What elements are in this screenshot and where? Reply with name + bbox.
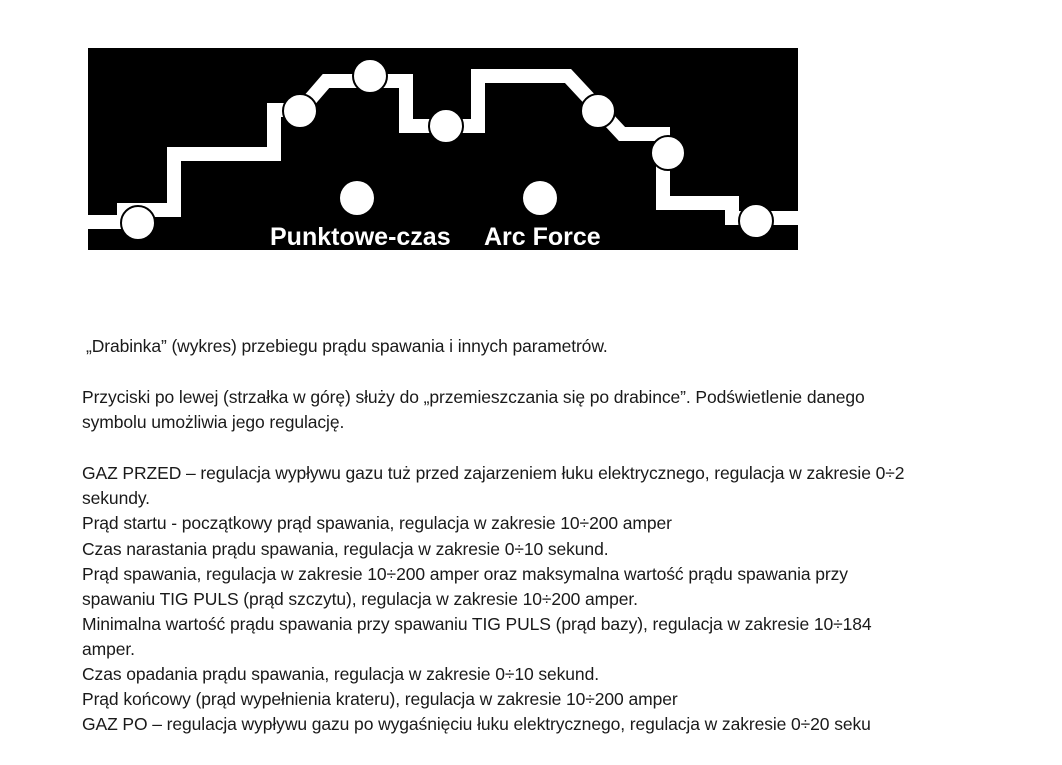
node-peak-current[interactable]	[353, 59, 387, 93]
param-line: sekundy.	[82, 488, 150, 508]
label-spot-time: Punktowe-czas	[270, 223, 451, 250]
node-end-current[interactable]	[651, 136, 685, 170]
node-slope-down[interactable]	[581, 94, 615, 128]
node-start-current[interactable]	[283, 94, 317, 128]
param-line: Minimalna wartość prądu spawania przy spawaniu TIG PULS (prąd bazy), regulacja w zakresie 10÷184	[82, 614, 872, 634]
param-line: Prąd spawania, regulacja w zakresie 10÷200 amper oraz maksymalna wartość prądu spawania przy	[82, 564, 848, 584]
param-line: amper.	[82, 639, 135, 659]
param-line: spawaniu TIG PULS (prąd szczytu), regulacja w zakresie 10÷200 amper.	[82, 589, 638, 609]
label-arc-force: Arc Force	[484, 223, 601, 250]
node-arc-force[interactable]	[523, 181, 557, 215]
intro-line-1: Przyciski po lewej (strzałka w górę) służy do „przemieszczania się po drabince”. Podświetlenie danego	[82, 387, 865, 407]
param-line: Czas narastania prądu spawania, regulacja w zakresie 0÷10 sekund.	[82, 539, 609, 559]
node-spot-time[interactable]	[340, 181, 374, 215]
param-line: Czas opadania prądu spawania, regulacja w zakresie 0÷10 sekund.	[82, 664, 599, 684]
node-gas-before[interactable]	[121, 206, 155, 240]
node-base-current[interactable]	[429, 109, 463, 143]
ladder-path	[88, 76, 798, 222]
param-line: Prąd końcowy (prąd wypełnienia krateru), regulacja w zakresie 10÷200 amper	[82, 689, 678, 709]
param-line: GAZ PRZED – regulacja wypływu gazu tuż przed zajarzeniem łuku elektrycznego, regulacja w zakresie 0÷2	[82, 463, 905, 483]
param-line: GAZ PO – regulacja wypływu gazu po wygaśnięciu łuku elektrycznego, regulacja w zakresie 0÷20 seku	[82, 714, 871, 734]
diagram-caption: „Drabinka” (wykres) przebiegu prądu spawania i innych parametrów.	[86, 336, 608, 356]
intro-line-2: symbolu umożliwia jego regulację.	[82, 412, 345, 432]
ladder-graphic	[88, 48, 798, 250]
welding-ladder-diagram	[88, 48, 798, 250]
node-gas-after[interactable]	[739, 204, 773, 238]
param-line: Prąd startu - początkowy prąd spawania, regulacja w zakresie 10÷200 amper	[82, 513, 672, 533]
